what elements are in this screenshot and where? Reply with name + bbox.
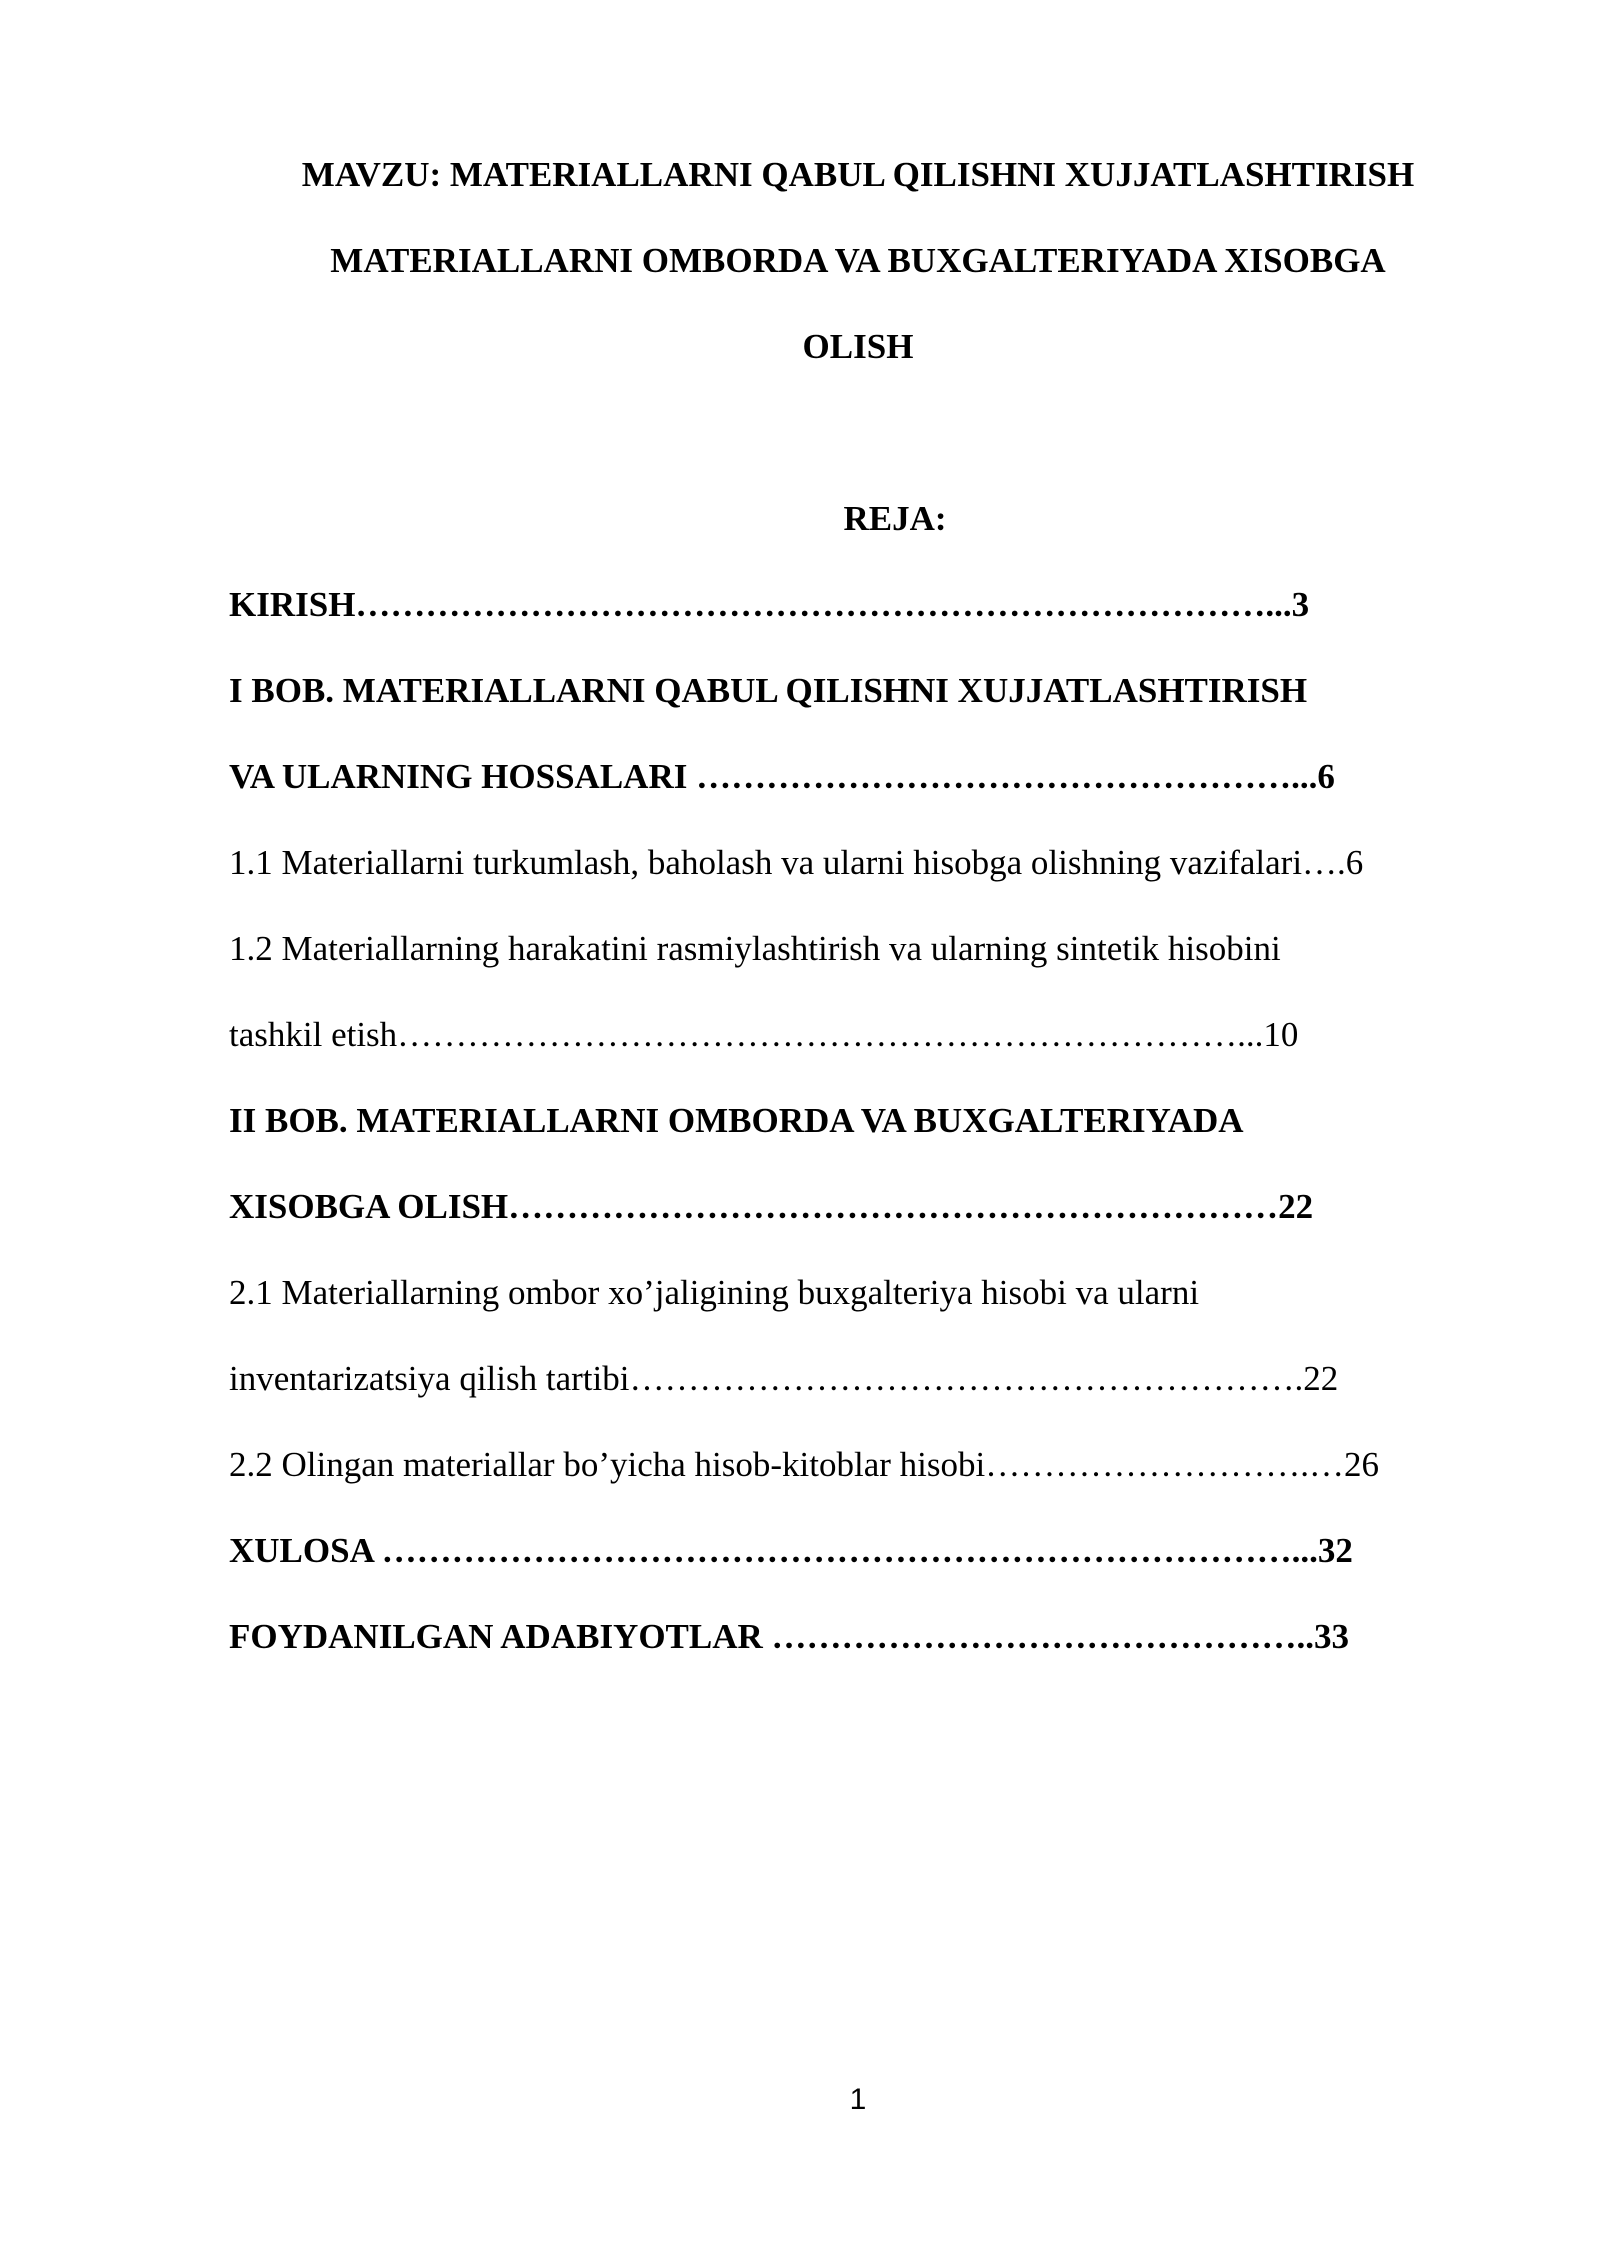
title-line-3: OLISH [802, 327, 914, 366]
toc-chapter-1-title: I BOB. MATERIALLARNI QABUL QILISHNI XUJJATLASHTIRISH [229, 671, 1308, 710]
toc-section-2-1-cont: inventarizatsiya qilish tartibi………………………………………………….22 [229, 1359, 1339, 1398]
toc-item-references: FOYDANILGAN ADABIYOTLAR ………………………………………..33 [229, 1617, 1350, 1656]
plan-heading: REJA: [843, 499, 947, 538]
toc-chapter-1-title-cont: VA ULARNING HOSSALARI ……………………………………………...6 [229, 757, 1335, 796]
title-line-1: MAVZU: MATERIALLARNI QABUL QILISHNI XUJJATLASHTIRISH [301, 155, 1415, 194]
toc-section-1-1: 1.1 Materiallarni turkumlash, baholash va ularni hisobga olishning vazifalari….6 [229, 843, 1364, 882]
toc-section-1-2: 1.2 Materiallarning harakatini rasmiylashtirish va ularning sintetik hisobini [229, 929, 1281, 968]
toc-section-1-2-cont: tashkil etish………………………………………………………………...10 [229, 1015, 1299, 1054]
toc-section-2-1: 2.1 Materiallarning ombor xo’jaligining buxgalteriya hisobi va ularni [229, 1273, 1200, 1312]
toc-item-conclusion: XULOSA ……………………………………………………………………...32 [229, 1531, 1353, 1570]
toc-item-introduction: KIRISH……………………………………………………………………...3 [229, 585, 1310, 624]
toc-chapter-2-title: II BOB. MATERIALLARNI OMBORDA VA BUXGALTERIYADA [229, 1101, 1244, 1140]
toc-section-2-2: 2.2 Olingan materiallar bo’yicha hisob-kitoblar hisobi……………………….…26 [229, 1445, 1379, 1484]
toc-chapter-2-title-cont: XISOBGA OLISH…………………………………………………………22 [229, 1187, 1314, 1226]
page-number: 1 [849, 2083, 867, 2116]
title-line-2: MATERIALLARNI OMBORDA VA BUXGALTERIYADA XISOBGA [330, 241, 1386, 280]
